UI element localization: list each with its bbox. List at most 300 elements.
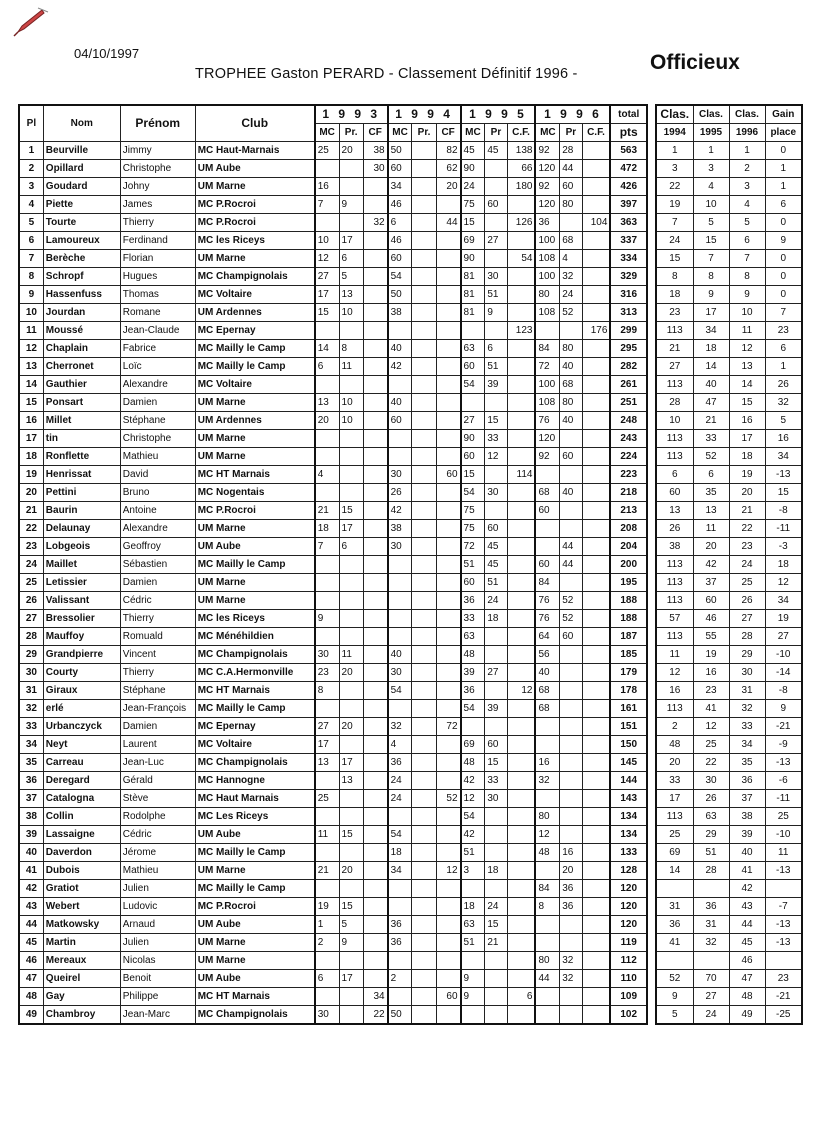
classement-row [656,232,802,250]
place-cell: 15 [19,394,43,412]
clas-1996-cell: 24 [729,556,765,574]
score-y96-2 [582,754,610,772]
place-cell: 46 [19,952,43,970]
score-y96-0: 108 [535,394,559,412]
total-cell: 337 [610,232,647,250]
score-y95-1: 24 [485,898,507,916]
score-y95-2 [507,754,535,772]
score-y93-0 [315,556,339,574]
score-y96-2 [582,772,610,790]
score-y94-0: 36 [388,754,412,772]
clas-1995-cell: 19 [693,646,729,664]
club-cell: UM Aube [195,970,315,988]
score-y94-0: 32 [388,718,412,736]
name-cell: Grandpierre [43,646,120,664]
clas-1995-cell: 3 [693,160,729,178]
firstname-cell: Rodolphe [120,808,195,826]
place-cell: 27 [19,610,43,628]
clas-1995-cell: 37 [693,574,729,592]
clas-1995-cell: 52 [693,448,729,466]
clas-1995-cell: 34 [693,322,729,340]
score-y95-2 [507,718,535,736]
score-y95-1: 51 [485,286,507,304]
score-y93-1 [339,952,363,970]
score-y94-0: 30 [388,466,412,484]
score-y95-0: 15 [461,214,485,232]
score-y93-2 [363,448,387,466]
total-cell: 102 [610,1006,647,1025]
header-place: place [765,124,802,142]
firstname-cell: Arnaud [120,916,195,934]
score-y93-0 [315,376,339,394]
clas-1996-cell: 22 [729,520,765,538]
score-y95-2 [507,916,535,934]
club-cell: MC Nogentais [195,484,315,502]
pen-mark-icon [8,4,52,44]
clas-1996-cell: 31 [729,682,765,700]
score-y94-1 [412,502,436,520]
score-y94-0 [388,322,412,340]
score-y94-0: 40 [388,340,412,358]
score-y96-1: 52 [560,592,582,610]
table-row [19,358,647,376]
score-y93-1 [339,376,363,394]
total-cell: 143 [610,790,647,808]
score-y93-0: 14 [315,340,339,358]
place-cell: 6 [19,232,43,250]
score-y93-0 [315,808,339,826]
score-y93-1 [339,160,363,178]
firstname-cell: Julien [120,934,195,952]
score-y95-2 [507,574,535,592]
score-y96-1: 52 [560,304,582,322]
clas-1994-cell: 36 [656,916,693,934]
score-y93-1 [339,988,363,1006]
classement-row [656,466,802,484]
clas-1996-cell: 26 [729,592,765,610]
header-sub-94-0: MC [388,124,412,142]
firstname-cell: Jérome [120,844,195,862]
header-year-1993: 1 9 9 3 [315,105,388,124]
name-cell: Carreau [43,754,120,772]
score-y94-1 [412,952,436,970]
score-y93-0: 13 [315,394,339,412]
score-y95-0: 60 [461,574,485,592]
total-cell: 128 [610,862,647,880]
score-y93-1 [339,484,363,502]
table-row [19,556,647,574]
club-cell: UM Marne [195,592,315,610]
classement-row [656,160,802,178]
score-y94-2 [436,484,460,502]
score-y93-2: 22 [363,1006,387,1025]
clas-1996-cell: 14 [729,376,765,394]
score-y94-1 [412,556,436,574]
score-y93-2 [363,574,387,592]
header-sub-93-2: CF [363,124,387,142]
score-y93-2 [363,610,387,628]
club-cell: MC Hannogne [195,772,315,790]
firstname-cell: Cédric [120,826,195,844]
place-cell: 28 [19,628,43,646]
score-y96-2 [582,142,610,160]
place-cell: 20 [19,484,43,502]
name-cell: Baurin [43,502,120,520]
score-y93-0 [315,322,339,340]
gain-cell: -21 [765,988,802,1006]
score-y93-1: 10 [339,304,363,322]
score-y96-2 [582,466,610,484]
classement-row [656,970,802,988]
score-y96-2 [582,970,610,988]
gain-cell: 7 [765,304,802,322]
score-y94-1 [412,664,436,682]
score-y93-2 [363,268,387,286]
score-y96-0 [535,988,559,1006]
total-cell: 109 [610,988,647,1006]
clas-1995-cell: 1 [693,142,729,160]
score-y93-2: 32 [363,214,387,232]
total-cell: 187 [610,628,647,646]
score-y94-0 [388,808,412,826]
club-cell: UM Marne [195,394,315,412]
score-y95-0: 36 [461,592,485,610]
total-cell: 144 [610,772,647,790]
classement-row [656,808,802,826]
name-cell: Schropf [43,268,120,286]
score-y94-1 [412,304,436,322]
score-y95-0: 48 [461,646,485,664]
header-clas-1995: Clas. [693,105,729,124]
score-y95-2: 123 [507,322,535,340]
score-y94-1 [412,142,436,160]
classement-row [656,790,802,808]
score-y94-1 [412,592,436,610]
total-cell: 313 [610,304,647,322]
clas-1996-cell: 15 [729,394,765,412]
header-gain: Gain [765,105,802,124]
gain-cell: 26 [765,376,802,394]
score-y95-2: 180 [507,178,535,196]
clas-1995-cell: 15 [693,232,729,250]
score-y94-1 [412,196,436,214]
score-y96-0: 92 [535,448,559,466]
score-y96-2 [582,808,610,826]
club-cell: MC les Riceys [195,610,315,628]
score-y93-2 [363,394,387,412]
classement-row [656,574,802,592]
score-y96-2 [582,358,610,376]
score-y93-2 [363,970,387,988]
score-y93-0: 7 [315,538,339,556]
name-cell: Berèche [43,250,120,268]
score-y96-2 [582,502,610,520]
score-y95-1: 15 [485,754,507,772]
score-y94-2: 60 [436,466,460,484]
score-y94-2 [436,502,460,520]
name-cell: Henrissat [43,466,120,484]
classement-row [656,214,802,232]
score-y94-1 [412,916,436,934]
table-row [19,322,647,340]
club-cell: MC HT Marnais [195,466,315,484]
score-y95-0: 45 [461,142,485,160]
place-cell: 41 [19,862,43,880]
clas-1994-cell: 113 [656,700,693,718]
name-cell: Collin [43,808,120,826]
score-y95-0: 75 [461,520,485,538]
score-y96-1: 40 [560,484,582,502]
score-y95-2 [507,268,535,286]
clas-1995-cell: 12 [693,718,729,736]
club-cell: MC P.Rocroi [195,502,315,520]
clas-1996-cell: 36 [729,772,765,790]
score-y96-1 [560,916,582,934]
place-cell: 9 [19,286,43,304]
clas-1994-cell: 38 [656,538,693,556]
table-row [19,196,647,214]
score-y95-1: 15 [485,412,507,430]
total-cell: 218 [610,484,647,502]
club-cell: MC P.Rocroi [195,898,315,916]
clas-1994-cell: 14 [656,862,693,880]
score-y95-0: 51 [461,934,485,952]
classement-row [656,322,802,340]
score-y95-1: 39 [485,700,507,718]
firstname-cell: Thierry [120,610,195,628]
score-y96-0 [535,736,559,754]
classement-table [655,104,803,1025]
score-y96-2 [582,826,610,844]
score-y94-2 [436,916,460,934]
score-y94-2 [436,358,460,376]
place-cell: 1 [19,142,43,160]
score-y94-2 [436,322,460,340]
score-y94-2 [436,430,460,448]
name-cell: Ponsart [43,394,120,412]
score-y93-0: 1 [315,916,339,934]
score-y95-2 [507,484,535,502]
clas-1995-cell: 29 [693,826,729,844]
score-y94-2: 82 [436,142,460,160]
score-y94-1 [412,754,436,772]
clas-1994-cell: 24 [656,232,693,250]
clas-1996-cell: 12 [729,340,765,358]
clas-1994-cell: 52 [656,970,693,988]
score-y93-0: 15 [315,304,339,322]
score-y95-2 [507,520,535,538]
score-y94-0: 46 [388,196,412,214]
clas-1994-cell: 10 [656,412,693,430]
score-y95-1: 6 [485,340,507,358]
table-row [19,394,647,412]
score-y95-0: 63 [461,916,485,934]
score-y94-2 [436,628,460,646]
score-y94-1 [412,970,436,988]
total-cell: 363 [610,214,647,232]
gain-cell: 1 [765,160,802,178]
score-y95-1: 45 [485,142,507,160]
score-y95-1 [485,322,507,340]
score-y96-1: 60 [560,178,582,196]
clas-1994-cell: 18 [656,286,693,304]
total-cell: 282 [610,358,647,376]
score-y93-1 [339,610,363,628]
header-year-1994: 1994 [656,124,693,142]
score-y95-1 [485,682,507,700]
gain-cell: 18 [765,556,802,574]
score-y95-2 [507,610,535,628]
score-y94-0 [388,880,412,898]
table-row [19,862,647,880]
score-y94-0: 24 [388,772,412,790]
clas-1996-cell: 41 [729,862,765,880]
score-y93-0: 17 [315,286,339,304]
firstname-cell: Johny [120,178,195,196]
clas-1995-cell: 8 [693,268,729,286]
name-cell: Lobgeois [43,538,120,556]
firstname-cell: Ludovic [120,898,195,916]
clas-1995-cell: 25 [693,736,729,754]
score-y96-2 [582,736,610,754]
gain-cell: 34 [765,448,802,466]
score-y93-2: 38 [363,142,387,160]
firstname-cell: Gérald [120,772,195,790]
clas-1996-cell: 47 [729,970,765,988]
clas-1995-cell: 16 [693,664,729,682]
firstname-cell: Bruno [120,484,195,502]
clas-1996-cell: 13 [729,358,765,376]
table-row [19,646,647,664]
classement-row [656,988,802,1006]
place-cell: 26 [19,592,43,610]
club-cell: MC C.A.Hermonville [195,664,315,682]
score-y93-0: 8 [315,682,339,700]
score-y95-0: 39 [461,664,485,682]
header-pts: pts [610,124,647,142]
firstname-cell: Benoit [120,970,195,988]
score-y93-1 [339,628,363,646]
club-cell: MC Epernay [195,718,315,736]
table-row [19,520,647,538]
score-y94-0 [388,898,412,916]
clas-1995-cell: 9 [693,286,729,304]
table-row [19,484,647,502]
place-cell: 38 [19,808,43,826]
score-y96-2 [582,682,610,700]
score-y94-1 [412,322,436,340]
firstname-cell: Mathieu [120,862,195,880]
classement-row [656,142,802,160]
score-y95-1: 18 [485,862,507,880]
name-cell: Pettini [43,484,120,502]
firstname-cell: Laurent [120,736,195,754]
club-cell: MC Champignolais [195,268,315,286]
place-cell: 17 [19,430,43,448]
place-cell: 40 [19,844,43,862]
clas-1994-cell: 15 [656,250,693,268]
clas-1994-cell: 31 [656,898,693,916]
name-cell: Moussé [43,322,120,340]
score-y95-0: 51 [461,556,485,574]
score-y93-2 [363,862,387,880]
score-y96-1: 80 [560,394,582,412]
clas-1996-cell: 37 [729,790,765,808]
total-cell: 208 [610,520,647,538]
score-y93-1: 10 [339,394,363,412]
score-y93-2 [363,430,387,448]
score-y95-1 [485,250,507,268]
score-y94-2 [436,664,460,682]
name-cell: Chambroy [43,1006,120,1025]
score-y94-2 [436,376,460,394]
name-cell: Piette [43,196,120,214]
score-y93-0: 30 [315,1006,339,1025]
club-cell: MC Champignolais [195,1006,315,1025]
score-y96-0: 32 [535,772,559,790]
place-cell: 4 [19,196,43,214]
clas-1996-cell: 49 [729,1006,765,1025]
gain-cell: -14 [765,664,802,682]
score-y94-0: 50 [388,1006,412,1025]
clas-1995-cell: 27 [693,988,729,1006]
clas-1994-cell: 113 [656,592,693,610]
total-cell: 134 [610,826,647,844]
score-y95-0: 42 [461,826,485,844]
score-y94-0: 60 [388,412,412,430]
score-y95-2: 138 [507,142,535,160]
score-y96-0: 80 [535,286,559,304]
score-y96-0: 16 [535,754,559,772]
score-y93-1: 17 [339,970,363,988]
score-y95-2 [507,664,535,682]
score-y96-1 [560,502,582,520]
score-y93-0: 27 [315,718,339,736]
gain-cell: 23 [765,970,802,988]
score-y96-1 [560,700,582,718]
table-row [19,610,647,628]
score-y96-1 [560,754,582,772]
firstname-cell: Jean-François [120,700,195,718]
score-y95-1 [485,646,507,664]
clas-1994-cell: 57 [656,610,693,628]
clas-1996-cell: 16 [729,412,765,430]
name-cell: Urbanczyck [43,718,120,736]
score-y96-1 [560,988,582,1006]
name-cell: Valissant [43,592,120,610]
score-y96-2 [582,376,610,394]
total-cell: 178 [610,682,647,700]
table-row [19,160,647,178]
total-cell: 295 [610,340,647,358]
score-y96-1: 68 [560,376,582,394]
clas-1996-cell: 7 [729,250,765,268]
name-cell: Lamoureux [43,232,120,250]
score-y96-0: 68 [535,484,559,502]
score-y94-1 [412,880,436,898]
clas-1996-cell: 46 [729,952,765,970]
score-y95-2 [507,196,535,214]
gain-cell: -21 [765,718,802,736]
table-row [19,826,647,844]
score-y94-0 [388,574,412,592]
classement-row [656,826,802,844]
score-y94-2 [436,232,460,250]
score-y93-1 [339,214,363,232]
place-cell: 3 [19,178,43,196]
gain-cell: 0 [765,286,802,304]
clas-1995-cell: 20 [693,538,729,556]
